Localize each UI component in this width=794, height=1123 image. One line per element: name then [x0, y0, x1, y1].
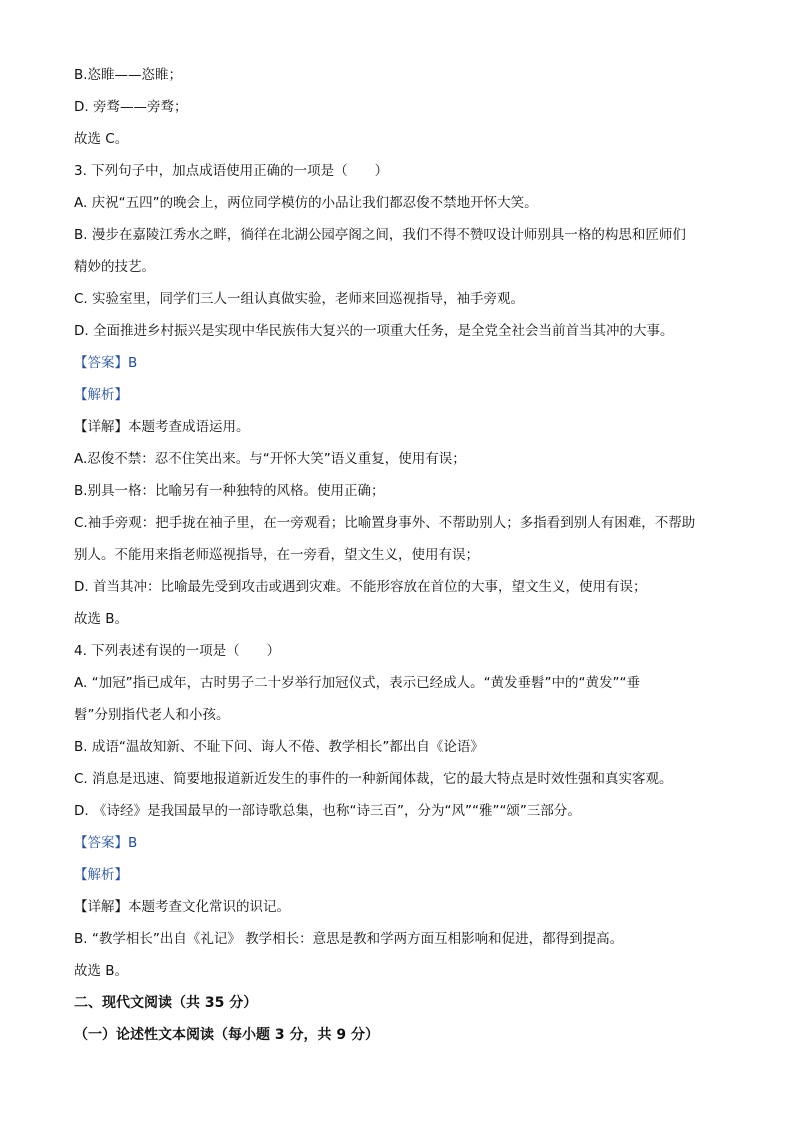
option-b: B. 成语“温故知新、不耻下问、诲人不倦、教学相长”都出自《论语》: [74, 739, 484, 755]
section-heading: 二、现代文阅读（共 35 分）: [74, 995, 258, 1011]
text-line: 故选 B。: [74, 611, 129, 627]
option-a: A. 庆祝“五四”的晚会上，两位同学模仿的小品让我们都忍俊不禁地开怀大笑。: [74, 195, 538, 211]
detail-d: D. 首当其冲：比喻最先受到攻击或遇到灾难。不能形容放在首位的大事，望文生义，使用有误；: [74, 579, 647, 595]
detail-intro: 【详解】本题考查成语运用。: [74, 419, 250, 435]
detail-b: B.别具一格：比喻另有一种独特的风格。使用正确；: [74, 483, 385, 499]
detail-intro: 【详解】本题考查文化常识的识记。: [74, 899, 290, 915]
option-a-continued: 髫”分别指代老人和小孩。: [74, 707, 230, 723]
answer-label: 【答案】B: [74, 835, 138, 851]
question-3-stem: 3. 下列句子中，加点成语使用正确的一项是（ ）: [74, 163, 389, 179]
text-line: 故选 C。: [74, 131, 129, 147]
answer-label: 【答案】B: [74, 355, 138, 371]
option-b: B. 漫步在嘉陵江秀水之畔，徜徉在北湖公园亭阁之间，我们不得不赞叹设计师别具一格的构思和匠师们: [74, 227, 686, 243]
text-line: D. 旁骛——旁骛；: [74, 99, 188, 115]
detail-c-continued: 别人。不能用来指老师巡视指导，在一旁看，望文生义，使用有误；: [74, 547, 479, 563]
option-a: A. “加冠”指已成年，古时男子二十岁举行加冠仪式，表示已经成人。“黄发垂髫”中的“黄发”“垂: [74, 675, 641, 691]
text-line: B.恣睢——恣睢；: [74, 67, 183, 83]
option-d: D. 《诗经》是我国最早的一部诗歌总集，也称“诗三百”，分为“风”“雅”“颂”三部分。: [74, 803, 581, 819]
detail-a: A.忍俊不禁：忍不住笑出来。与“开怀大笑”语义重复，使用有误；: [74, 451, 466, 467]
detail-b: B. “教学相长”出自《礼记》 教学相长：意思是教和学两方面互相影响和促进，都得到提高。: [74, 931, 624, 947]
option-d: D. 全面推进乡村振兴是实现中华民族伟大复兴的一项重大任务，是全党全社会当前首当其冲的大事。: [74, 323, 674, 339]
subsection-heading: （一）论述性文本阅读（每小题 3 分，共 9 分）: [74, 1027, 379, 1043]
question-4-stem: 4. 下列表述有误的一项是（ ）: [74, 643, 281, 659]
option-c: C. 消息是迅速、简要地报道新近发生的事件的一种新闻体裁，它的最大特点是时效性强和真实客观。: [74, 771, 673, 787]
text-line: 故选 B。: [74, 963, 129, 979]
analysis-label: 【解析】: [74, 867, 128, 883]
option-b-continued: 精妙的技艺。: [74, 259, 155, 275]
detail-c: C.袖手旁观：把手拢在袖子里，在一旁观看；比喻置身事外、不帮助别人；多指看到别人有困难，不帮助: [74, 515, 696, 531]
option-c: C. 实验室里，同学们三人一组认真做实验，老师来回巡视指导，袖手旁观。: [74, 291, 525, 307]
analysis-label: 【解析】: [74, 387, 128, 403]
